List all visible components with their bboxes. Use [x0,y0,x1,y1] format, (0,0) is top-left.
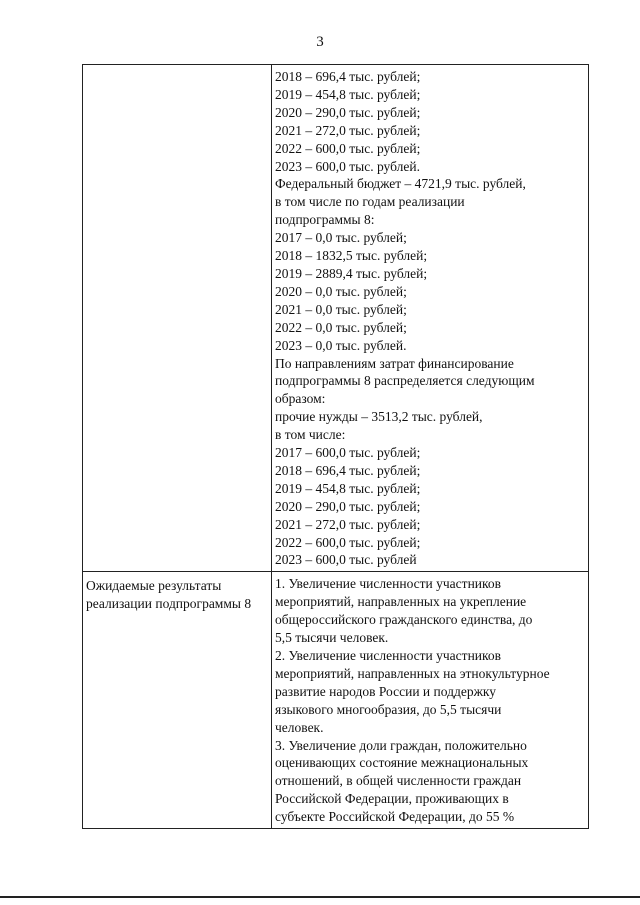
label-line: реализации подпрограммы 8 [86,596,252,612]
text-line: Федеральный бюджет – 4721,9 тыс. рублей, [275,176,526,192]
text-line: 1. Увеличение численности участников [275,576,502,592]
row2-label-cell [83,572,272,829]
text-line: 2023 – 600,0 тыс. рублей. [275,158,420,174]
row1-label-cell [83,65,272,572]
text-line: человек. [275,719,324,735]
expected-results-label [83,572,271,613]
text-line: развитие народов России и поддержку [275,683,497,699]
text-line: мероприятий, направленных на укрепление [275,594,527,610]
text-line: 2023 – 600,0 тыс. рублей [275,552,417,568]
text-line: 2019 – 2889,4 тыс. рублей; [275,265,428,281]
text-line: 2020 – 290,0 тыс. рублей; [275,104,421,120]
text-line: 2021 – 272,0 тыс. рублей; [275,516,421,532]
text-line: 2018 – 696,4 тыс. рублей; [275,69,421,84]
text-line: 2022 – 600,0 тыс. рублей; [275,534,421,550]
text-line: 2017 – 0,0 тыс. рублей; [275,230,407,246]
text-line: По направлениям затрат финансирование [275,355,514,371]
text-line: 2. Увеличение численности участников [275,648,502,663]
page-bottom-divider [0,896,640,898]
expected-results-text [272,572,588,828]
text-line: отношений, в общей численности граждан [275,773,522,789]
text-line: Российской Федерации, проживающих в [275,791,509,807]
text-line: мероприятий, направленных на этнокультурное [275,665,550,681]
text-line: подпрограммы 8: [275,212,375,228]
text-line: 2022 – 600,0 тыс. рублей; [275,140,421,156]
text-line: субъекте Российской Федерации, до 55 % [275,809,515,825]
text-line: 2022 – 0,0 тыс. рублей; [275,319,407,335]
text-line: 2021 – 0,0 тыс. рублей; [275,301,407,317]
text-line: 2017 – 600,0 тыс. рублей; [275,445,421,461]
text-line: 2018 – 1832,5 тыс. рублей; [275,248,428,264]
text-line: 3. Увеличение доли граждан, положительно [275,737,527,753]
text-line: образом: [275,391,326,407]
text-line: языкового многообразия, до 5,5 тысячи [275,701,502,717]
row1-value-cell [272,65,589,572]
table-row-funding [83,65,589,572]
text-line: общероссийского гражданского единства, до [275,612,533,628]
row1-label [83,65,271,70]
table-row-expected-results [83,572,589,829]
text-line: прочие нужды – 3513,2 тыс. рублей, [275,409,483,425]
text-line: 2020 – 290,0 тыс. рублей; [275,498,421,514]
text-line: 2018 – 696,4 тыс. рублей; [275,462,421,478]
funding-text [272,65,588,571]
subprogram-passport-table [82,64,589,829]
row2-value-cell [272,572,589,829]
text-line: в том числе: [275,427,346,443]
text-line: в том числе по годам реализации [275,194,465,210]
text-line: 2019 – 454,8 тыс. рублей; [275,480,421,496]
text-line: подпрограммы 8 распределяется следующим [275,373,535,389]
text-line: 2020 – 0,0 тыс. рублей; [275,283,407,299]
text-line: 5,5 тысячи человек. [275,630,389,646]
text-line: 2019 – 454,8 тыс. рублей; [275,86,421,102]
text-line: 2023 – 0,0 тыс. рублей. [275,337,407,353]
page-number: 3 [316,34,324,50]
text-line: 2021 – 272,0 тыс. рублей; [275,122,421,138]
label-line: Ожидаемые результаты [86,578,222,594]
text-line: оценивающих состояние межнациональных [275,755,529,771]
